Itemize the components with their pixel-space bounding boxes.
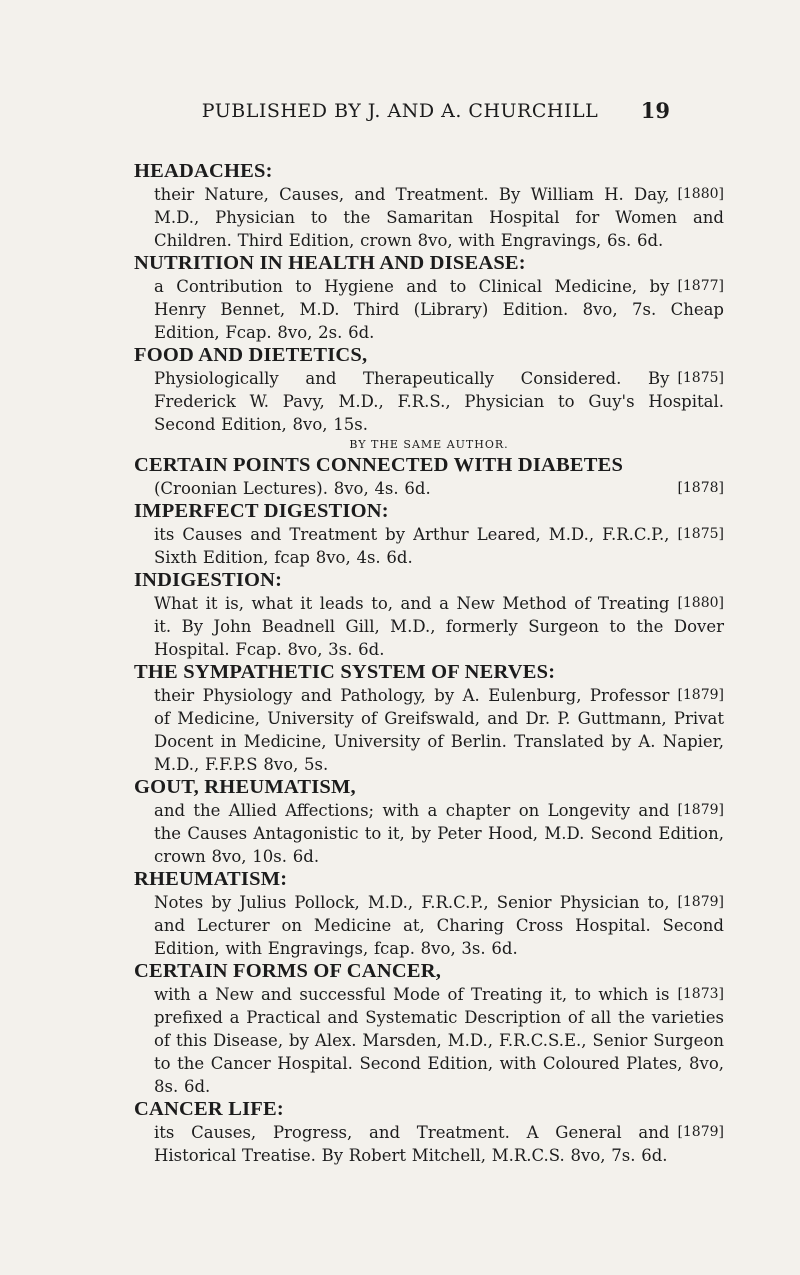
catalogue-entry (134, 960, 724, 1098)
entry-text: their Physiology and Pathology, by A. Eulenburg, Professor of Medicine, University of Greifswald, and Dr. P. Guttmann, Privat Docent in Medicine, University of Berlin. Translated by A. Napier, M.D., F.F.P.S 8vo, 5s. (154, 686, 724, 774)
entry-text: Notes by Julius Pollock, M.D., F.R.C.P., Senior Physician to, and Lecturer on Medicine at, Charing Cross Hospital. Second Edition, with Engravings, fcap. 8vo, 3s. 6d. (154, 893, 724, 958)
entry-year: [1877] (677, 278, 724, 294)
entry-body (134, 183, 724, 252)
catalogue-entry (134, 776, 724, 868)
entry-body (134, 983, 724, 1098)
catalogue-entry (134, 661, 724, 776)
entry-title: NUTRITION IN HEALTH AND DISEASE: (134, 252, 526, 274)
entry-title: RHEUMATISM: (134, 868, 288, 890)
entry-text: its Causes and Treatment by Arthur Leared, M.D., F.R.C.P., Sixth Edition, fcap 8vo, 4s. 6d. (154, 525, 670, 567)
running-head (0, 100, 800, 124)
catalogue-list (134, 160, 724, 1167)
entry-year: [1879] (677, 1124, 724, 1140)
entry-year: [1879] (677, 894, 724, 910)
entry-body (134, 523, 724, 569)
entry-text: their Nature, Causes, and Treatment. By William H. Day, M.D., Physician to the Samaritan Hospital for Women and Children. Third Edition, crown 8vo, with Engravings, 6s. 6d. (154, 185, 724, 250)
entry-title: THE SYMPATHETIC SYSTEM OF NERVES: (134, 661, 556, 683)
entry-text: with a New and successful Mode of Treating it, to which is prefixed a Practical and Systematic Description of all the varieties of this Disease, by Alex. Marsden, M.D., F.R.C.S.E., Senior Surgeon to the Cancer Hospital. Second Edition, with Coloured Plates, 8vo, 8s. 6d. (154, 985, 724, 1096)
entry-year: [1879] (677, 687, 724, 703)
entry-text: What it is, what it leads to, and a New Method of Treating it. By John Beadnell Gill, M.D., formerly Surgeon to the Dover Hospital. Fcap. 8vo, 3s. 6d. (154, 594, 724, 659)
entry-text: and the Allied Affections; with a chapter on Longevity and the Causes Antagonistic to it, by Peter Hood, M.D. Second Edition, crown 8vo, 10s. 6d. (154, 801, 724, 866)
entry-body (134, 367, 724, 436)
catalogue-entry (134, 1098, 724, 1167)
entry-title: FOOD AND DIETETICS, (134, 344, 368, 366)
entry-body (134, 1121, 724, 1167)
entry-body (134, 799, 724, 868)
entry-year: [1873] (677, 986, 724, 1002)
catalogue-entry (134, 500, 724, 569)
entry-title: CERTAIN POINTS CONNECTED WITH DIABETES (134, 454, 624, 476)
entry-text: Physiologically and Therapeutically Considered. By Frederick W. Pavy, M.D., F.R.S., Physician to Guy's Hospital. Second Edition, 8vo, 15s. (154, 369, 724, 434)
same-author-note: BY THE SAME AUTHOR. (349, 438, 509, 451)
running-title: PUBLISHED BY J. AND A. CHURCHILL (201, 100, 599, 122)
entry-title: CANCER LIFE: (134, 1098, 284, 1120)
entry-body (134, 275, 724, 344)
entry-year: [1878] (677, 480, 724, 496)
catalogue-entry (134, 569, 724, 661)
catalogue-entry (134, 868, 724, 960)
entry-year: [1880] (677, 595, 724, 611)
entry-year: [1879] (677, 802, 724, 818)
entry-title: GOUT, RHEUMATISM, (134, 776, 356, 798)
entry-title: CERTAIN FORMS OF CANCER, (134, 960, 442, 982)
entry-text: its Causes, Progress, and Treatment. A General and Historical Treatise. By Robert Mitchell, M.R.C.S. 8vo, 7s. 6d. (154, 1123, 670, 1165)
page-number: 19 (640, 98, 670, 123)
entry-text: (Croonian Lectures). 8vo, 4s. 6d. (154, 479, 431, 498)
entry-body (134, 684, 724, 776)
entry-title: IMPERFECT DIGESTION: (134, 500, 389, 522)
entry-body (134, 891, 724, 960)
catalogue-entry (134, 160, 724, 252)
entry-text: a Contribution to Hygiene and to Clinical Medicine, by Henry Bennet, M.D. Third (Library) Edition. 8vo, 7s. Cheap Edition, Fcap. 8vo, 2s. 6d. (154, 277, 724, 342)
entry-title: INDIGESTION: (134, 569, 283, 591)
entry-title: HEADACHES: (134, 160, 273, 182)
entry-body (134, 477, 724, 500)
catalogue-entry (134, 344, 724, 436)
entry-year: [1875] (677, 370, 724, 386)
catalogue-entry (134, 252, 724, 344)
entry-body (134, 592, 724, 661)
entry-year: [1880] (677, 186, 724, 202)
catalogue-entry (134, 454, 724, 500)
entry-year: [1875] (677, 526, 724, 542)
